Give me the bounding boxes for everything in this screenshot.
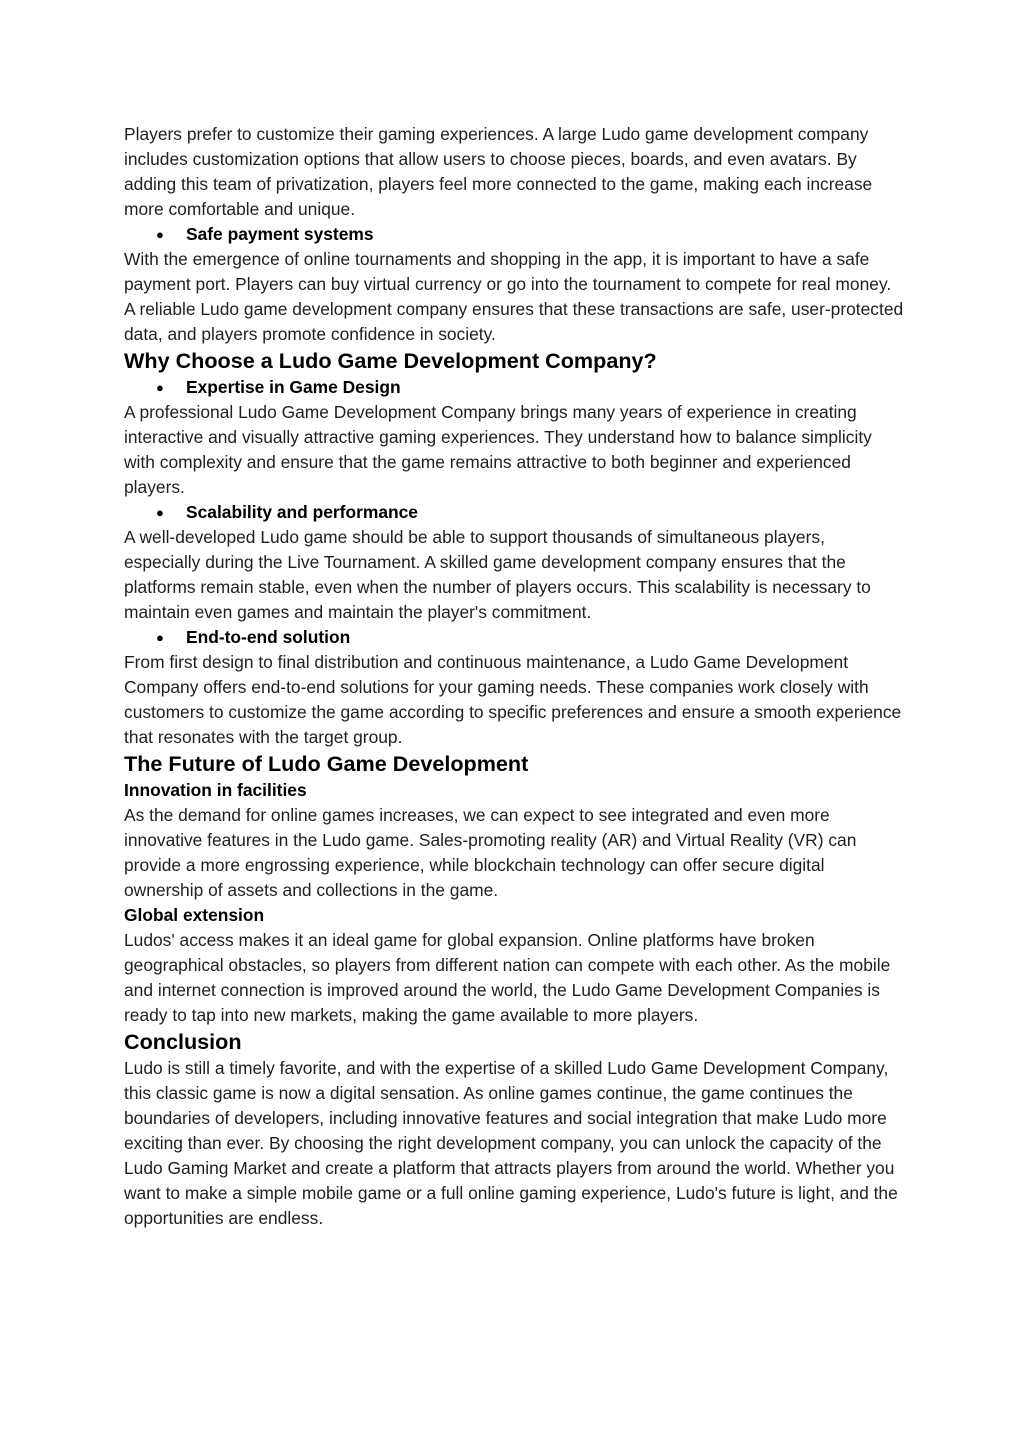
- bullet-icon: ●: [156, 505, 164, 520]
- heading-conclusion: Conclusion: [124, 1029, 242, 1054]
- bullet-scalability: [124, 500, 904, 525]
- paragraph-end-to-end: From first design to final distribution and continuous maintenance, a Ludo Game Development Company offers end-to-end solutions for your gaming needs. These companies work closely with customers to customize the game according to specific preferences and ensure a smooth experience that resonates with the target group.: [124, 652, 902, 747]
- paragraph-innovation: As the demand for online games increases, we can expect to see integrated and even more innovative features in the Ludo game. Sales-promoting reality (AR) and Virtual Reality (VR) can provide a more engrossing experience, while blockchain technology can offer secure digital ownership of assets and collections in the game.: [124, 805, 857, 900]
- bullet-safe-payment: [124, 222, 904, 247]
- bullet-icon: ●: [156, 227, 164, 242]
- subheading-innovation: Innovation in facilities: [124, 780, 307, 800]
- bullet-end-to-end: [124, 625, 904, 650]
- paragraph-customization: Players prefer to customize their gaming experiences. A large Ludo game development company includes customization options that allow users to choose pieces, boards, and even avatars. By adding this team of privatization, players feel more connected to the game, making each increase more comfortable and unique.: [124, 124, 873, 219]
- paragraph-conclusion: Ludo is still a timely favorite, and with the expertise of a skilled Ludo Game Development Company, this classic game is now a digital sensation. As online games continue, the game continues the boundaries of developers, including innovative features and social integration that make Ludo more exciting than ever. By choosing the right development company, you can unlock the capacity of the Ludo Gaming Market and create a platform that attracts players from around the world. Whether you want to make a simple mobile game or a full online gaming experience, Ludo's future is light, and the opportunities are endless.: [124, 1058, 898, 1228]
- bullet-icon: ●: [156, 380, 164, 395]
- paragraph-scalability: A well-developed Ludo game should be able to support thousands of simultaneous players, especially during the Live Tournament. A skilled game development company ensures that the platforms remain stable, even when the number of players occurs. This scalability is necessary to maintain even games and maintain the player's commitment.: [124, 527, 871, 622]
- heading-future: The Future of Ludo Game Development: [124, 751, 529, 776]
- subheading-global: Global extension: [124, 905, 265, 925]
- bullet-label: End-to-end solution: [186, 627, 351, 647]
- document-page: [124, 122, 904, 1231]
- bullet-expertise: [124, 375, 904, 400]
- bullet-label: Safe payment systems: [186, 224, 374, 244]
- paragraph-safe-payment: With the emergence of online tournaments and shopping in the app, it is important to have a safe payment port. Players can buy virtual currency or go into the tournament to compete for real money. A reliable Ludo game development company ensures that these transactions are safe, user-protected data, and players promote confidence in society.: [124, 249, 904, 344]
- bullet-label: Expertise in Game Design: [186, 377, 401, 397]
- paragraph-expertise: A professional Ludo Game Development Company brings many years of experience in creating interactive and visually attractive gaming experiences. They understand how to balance simplicity with complexity and ensure that the game remains attractive to both beginner and experienced players.: [124, 402, 872, 497]
- bullet-label: Scalability and performance: [186, 502, 418, 522]
- paragraph-global: Ludos' access makes it an ideal game for global expansion. Online platforms have broken geographical obstacles, so players from different nation can compete with each other. As the mobile and internet connection is improved around the world, the Ludo Game Development Companies is ready to tap into new markets, making the game available to more players.: [124, 930, 891, 1025]
- bullet-icon: ●: [156, 630, 164, 645]
- heading-why-choose: Why Choose a Ludo Game Development Company?: [124, 348, 657, 373]
